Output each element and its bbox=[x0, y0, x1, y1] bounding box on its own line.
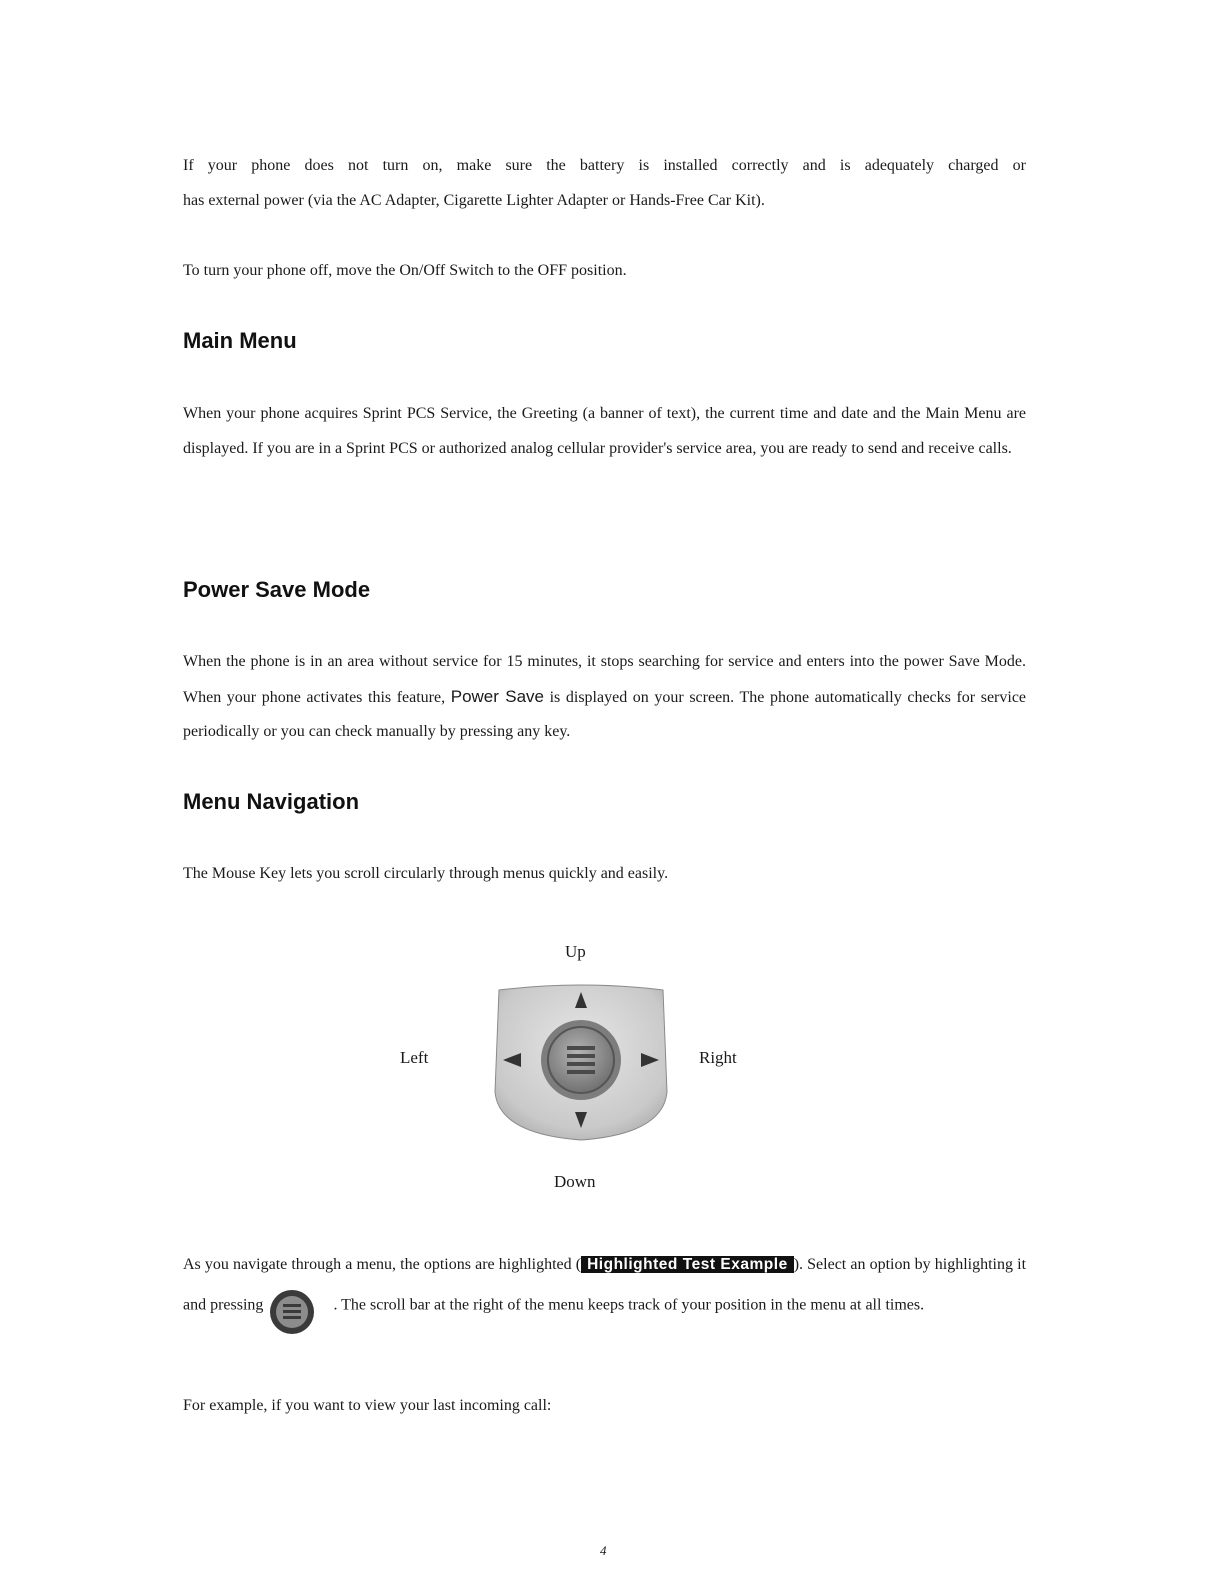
highlight-text bbox=[183, 1248, 1026, 1329]
power-save-text bbox=[183, 645, 1026, 750]
center-key bbox=[548, 1027, 614, 1093]
menu-navigation-heading: Menu Navigation bbox=[183, 789, 360, 814]
highlight-text-part-2: ). Select an option by highlighting it and pressing bbox=[183, 1256, 1027, 1314]
power-on-line-1: If your phone does not turn on, make sure the battery is installed correctly and is adequately charged or bbox=[183, 157, 1026, 174]
mouse-key-icon bbox=[493, 982, 669, 1142]
mouse-key-image bbox=[493, 982, 669, 1142]
power-off-text: To turn your phone off, move the On/Off Switch to the OFF position. bbox=[183, 262, 627, 279]
highlight-paragraph bbox=[183, 1248, 1026, 1329]
right-label: Right bbox=[699, 1048, 737, 1067]
power-save-paragraph bbox=[183, 645, 1026, 750]
power-save-heading: Power Save Mode bbox=[183, 577, 371, 602]
main-menu-text: When your phone acquires Sprint PCS Service, the Greeting (a banner of text), the current time and date and the Main Menu are displayed. If you are in a Sprint PCS or authorized analog cellular provider's service area, you are ready to send and receive calls. bbox=[183, 405, 1026, 457]
main-menu-paragraph bbox=[183, 397, 1026, 466]
example-paragraph bbox=[183, 1389, 1026, 1424]
highlighted-example: Highlighted Test Example bbox=[581, 1256, 794, 1273]
menu-navigation-intro: The Mouse Key lets you scroll circularly through menus quickly and easily. bbox=[183, 865, 669, 882]
up-label: Up bbox=[565, 942, 586, 961]
menu-navigation-intro-paragraph bbox=[183, 857, 1026, 892]
power-on-line-2: has external power (via the AC Adapter, Cigarette Lighter Adapter or Hands-Free Car Kit). bbox=[183, 191, 765, 209]
center-key-icon bbox=[269, 1289, 315, 1335]
highlight-text-part-3: . The scroll bar at the right of the menu keeps track of your position in the menu at all times. bbox=[333, 1296, 925, 1314]
left-label: Left bbox=[400, 1048, 429, 1067]
power-save-display-text: Power Save bbox=[450, 686, 544, 706]
power-on-paragraph bbox=[183, 149, 1026, 218]
example-text: For example, if you want to view your last incoming call: bbox=[183, 1397, 552, 1414]
page-number: 4 bbox=[600, 1543, 607, 1558]
power-save-text-after: is displayed on your screen. The phone automatically checks for service periodically or you can check manually by pressing any key. bbox=[183, 688, 1027, 740]
power-save-text-before: When the phone is in an area without service for 15 minutes, it stops searching for service and enters into the power Save Mode. When your phone activates this feature, bbox=[183, 653, 1026, 706]
main-menu-heading: Main Menu bbox=[183, 328, 297, 353]
highlight-text-part-1: As you navigate through a menu, the options are highlighted ( bbox=[183, 1256, 582, 1273]
down-label: Down bbox=[554, 1172, 596, 1191]
power-off-paragraph bbox=[183, 254, 1026, 289]
